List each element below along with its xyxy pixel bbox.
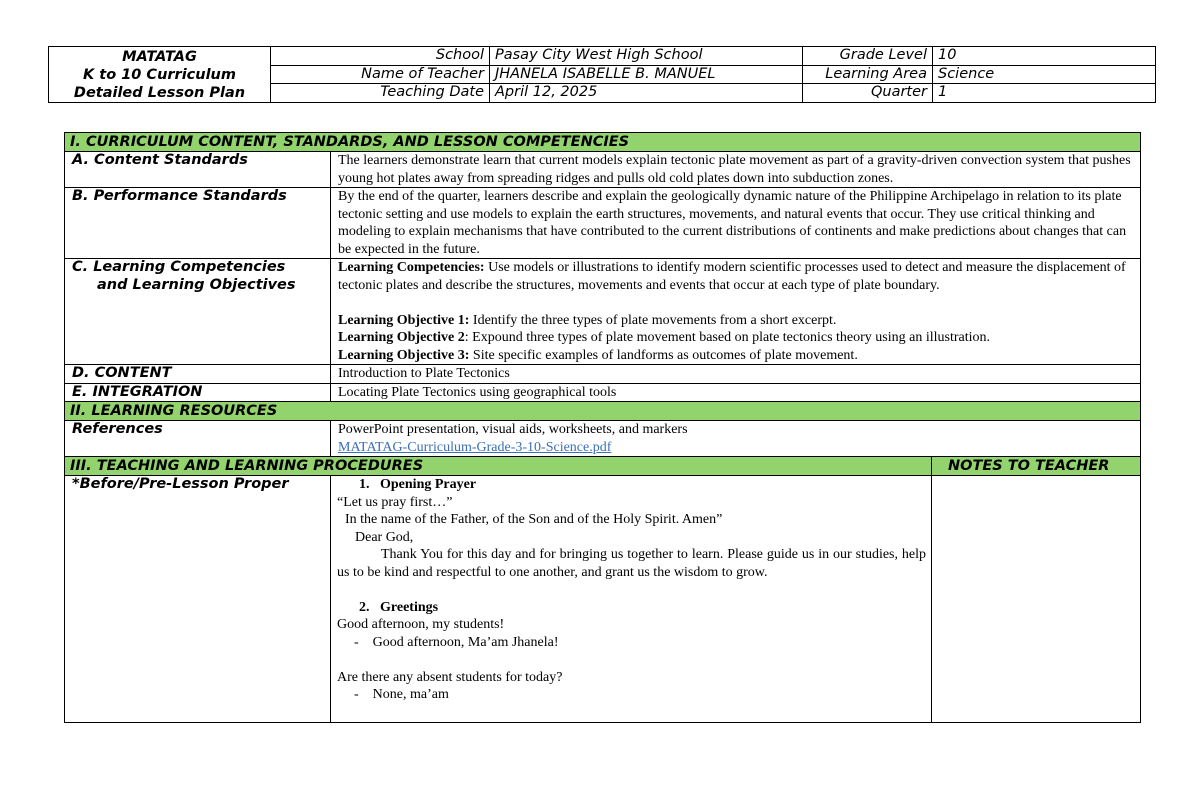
performance-standards-label: B. Performance Standards — [65, 188, 331, 259]
competencies-label-line-1: C. Learning Competencies — [72, 259, 286, 275]
absent-question: Are there any absent students for today? — [337, 669, 563, 685]
teaching-date-value: April 12, 2025 — [490, 84, 803, 103]
notes-to-teacher-cell — [932, 476, 1141, 723]
grade-level-value: 10 — [933, 47, 1156, 66]
objective-1-text: Identify the three types of plate movements from a short excerpt. — [469, 312, 837, 328]
section-2-header: II. LEARNING RESOURCES — [65, 402, 1141, 421]
notes-to-teacher-header: NOTES TO TEACHER — [932, 457, 1141, 476]
absent-reply-text: None, ma’am — [372, 687, 449, 702]
greeting-reply — [337, 634, 926, 652]
absent-reply — [337, 686, 926, 704]
school-label: School — [271, 47, 490, 66]
title-line-2: K to 10 Curriculum — [82, 67, 236, 83]
greetings-title: Greetings — [380, 599, 439, 615]
absent-reply-dash: - — [354, 687, 359, 702]
grade-level-label: Grade Level — [803, 47, 933, 66]
content-standards-text: The learners demonstrate learn that current models explain tectonic plate movement as part of a gravity-driven convection system that pushes young hot plates away from spreading ridges and pulls old cold plates down into subduction zones. — [331, 152, 1141, 188]
prayer-line-3: Dear God, — [355, 529, 414, 545]
objective-2-text: : Expound three types of plate movement based on plate tectonics theory using an illustration. — [464, 330, 991, 345]
greeting-reply-dash: - — [354, 634, 359, 650]
header-table — [48, 46, 1156, 103]
learning-area-label: Learning Area — [803, 65, 933, 84]
competencies-label-line-2: and Learning Objectives — [97, 276, 296, 293]
objective-2 — [338, 329, 1135, 347]
content-standards-label: A. Content Standards — [65, 152, 331, 188]
integration-label: E. INTEGRATION — [65, 383, 331, 402]
objective-3 — [338, 347, 1135, 365]
references-text: PowerPoint presentation, visual aids, worksheets, and markers — [338, 422, 688, 437]
quarter-value: 1 — [933, 84, 1156, 103]
teacher-value: JHANELA ISABELLE B. MANUEL — [490, 65, 803, 84]
competencies-paragraph — [338, 259, 1135, 294]
greeting-line-1: Good afternoon, my students! — [337, 617, 505, 632]
teacher-label: Name of Teacher — [271, 65, 490, 84]
prayer-line-4: Thank You for this day and for bringing us together to learn. Please guide us in our studies, help us to be kind and respectful to one another, and grant us the wisdom to grow. — [337, 547, 926, 580]
curriculum-pdf-link[interactable]: MATATAG-Curriculum-Grade-3-10-Science.pdf — [338, 439, 612, 455]
prayer-line-2: In the name of the Father, of the Son and of the Holy Spirit. Amen” — [345, 512, 723, 527]
competencies-head: Learning Competencies: — [338, 260, 485, 275]
section-1-header: I. CURRICULUM CONTENT, STANDARDS, AND LESSON COMPETENCIES — [65, 133, 1141, 152]
prayer-line-1: “Let us pray first…” — [337, 494, 453, 510]
objective-2-head: Learning Objective 2 — [338, 330, 465, 345]
references-content — [331, 421, 1141, 457]
title-line-3: Detailed Lesson Plan — [73, 85, 246, 101]
learning-area-value: Science — [933, 65, 1156, 84]
content-text: Introduction to Plate Tectonics — [331, 365, 1141, 384]
spacer — [338, 294, 1135, 312]
references-label: References — [65, 421, 331, 457]
teaching-date-label: Teaching Date — [271, 84, 490, 103]
procedures-content — [331, 476, 932, 723]
performance-standards-text: By the end of the quarter, learners describe and explain the geologically dynamic nature of the Philippine Archipelago in relation to its plate tectonic setting and use models to explain the earth structures, movements, and natural events that occur. They use critical thinking and modeling to explain mechanisms that have contributed to the current distributions of continents and make predictions about changes that can be expected in the future. — [331, 188, 1141, 259]
greetings-number: 2. — [359, 599, 370, 615]
school-value: Pasay City West High School — [490, 47, 803, 66]
spacer — [337, 651, 926, 669]
objective-1 — [338, 312, 1135, 330]
lesson-plan-table — [64, 132, 1141, 723]
competencies-label — [65, 259, 331, 365]
before-lesson-label: *Before/Pre-Lesson Proper — [65, 476, 331, 723]
competencies-text: Use models or illustrations to identify modern scientific processes used to detect and measure the displacement of tectonic plates and describe the structures, movements and events that occur at each type of plate boundary. — [338, 260, 1126, 293]
opening-prayer-title: Opening Prayer — [380, 477, 477, 492]
content-label: D. CONTENT — [65, 365, 331, 384]
objective-1-head: Learning Objective 1: — [338, 312, 470, 328]
competencies-content — [331, 259, 1141, 365]
quarter-label: Quarter — [803, 84, 933, 103]
integration-text: Locating Plate Tectonics using geographical tools — [331, 383, 1141, 402]
opening-prayer-number: 1. — [359, 477, 370, 492]
opening-prayer-heading — [337, 476, 926, 494]
objective-3-text: Site specific examples of landforms as outcomes of plate movement. — [469, 347, 858, 363]
section-3-header: III. TEACHING AND LEARNING PROCEDURES — [65, 457, 932, 476]
greetings-heading — [337, 599, 926, 617]
spacer — [337, 581, 926, 599]
objective-3-head: Learning Objective 3: — [338, 347, 470, 363]
greeting-reply-text: Good afternoon, Ma’am Jhanela! — [372, 634, 559, 650]
document-title — [49, 47, 271, 103]
title-line-1: MATATAG — [122, 49, 197, 65]
